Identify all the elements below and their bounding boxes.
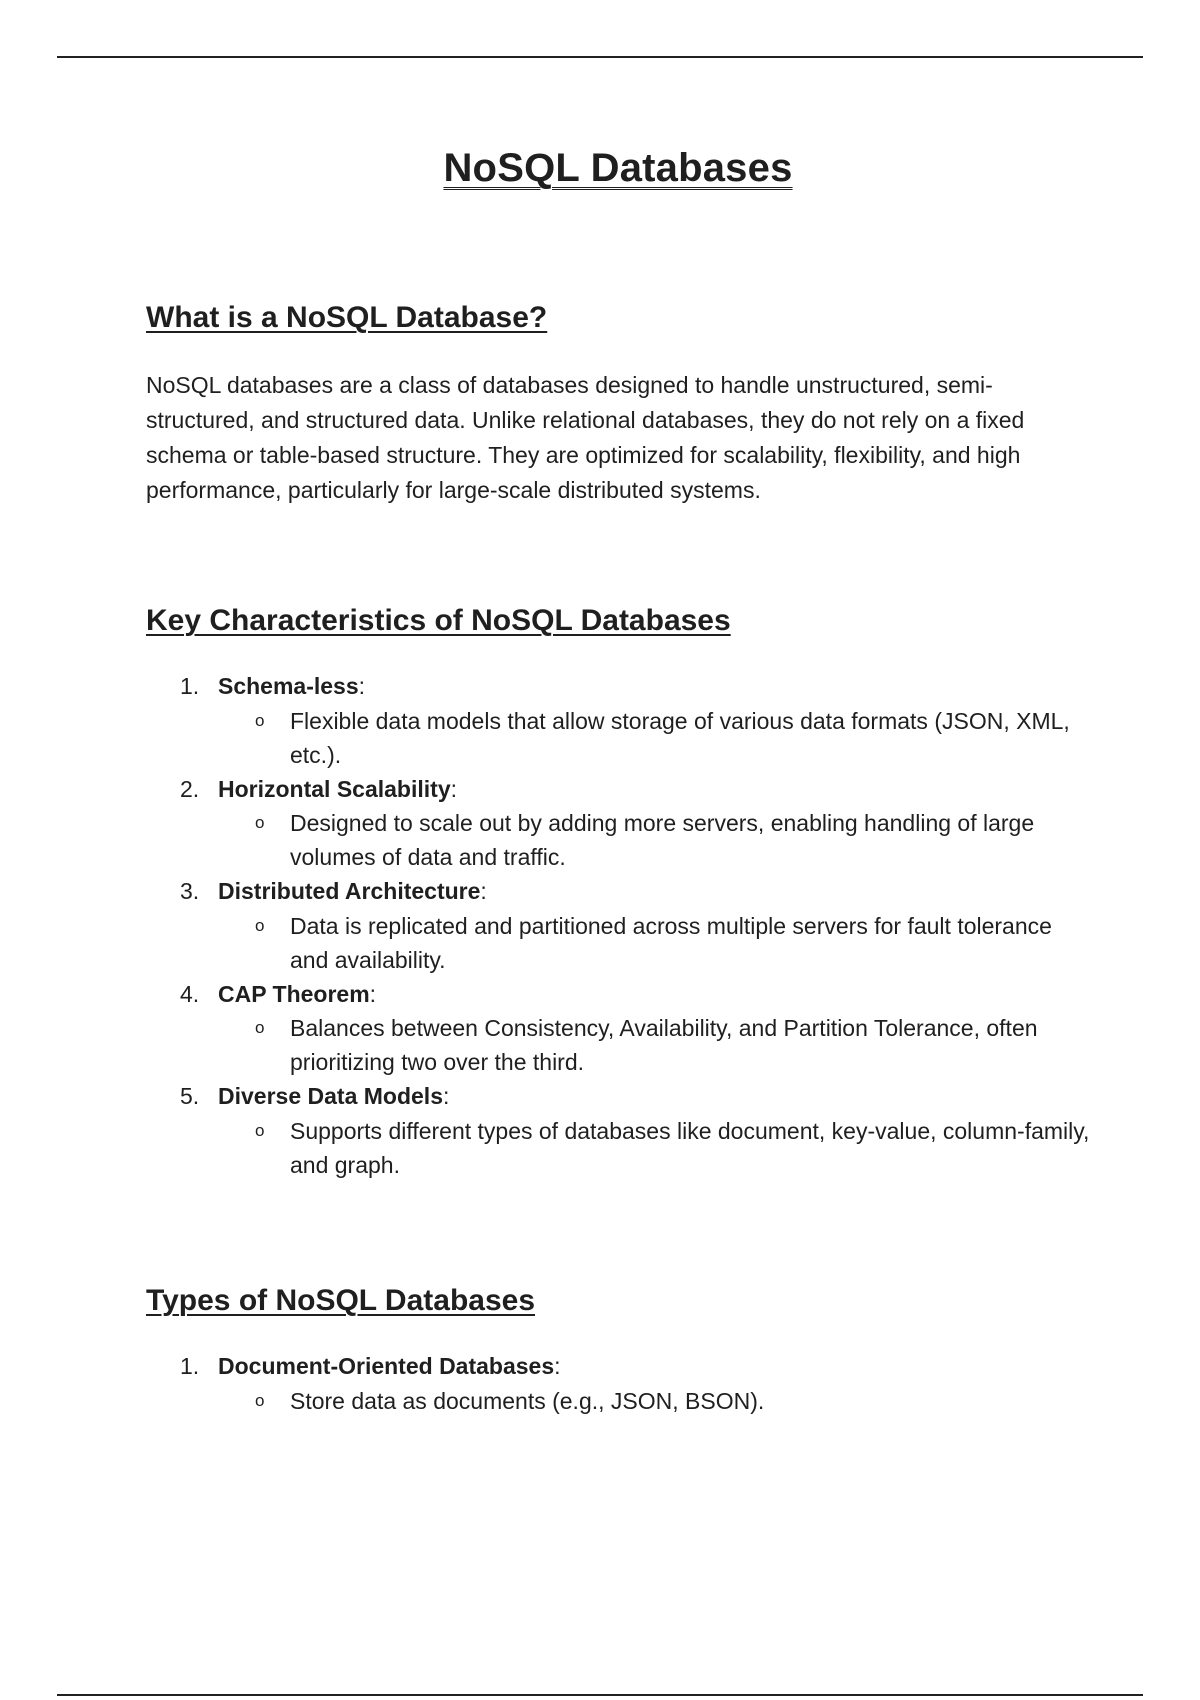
section-types-of-nosql	[146, 1283, 1106, 1418]
types-list	[146, 1349, 1106, 1418]
bullet-icon: o	[255, 1120, 265, 1140]
bullet-icon: o	[255, 813, 265, 832]
section-key-characteristics	[146, 603, 1106, 1182]
sub-item-text: Designed to scale out by adding more servers, enabling handling of large volumes of data and traffic.	[290, 810, 1035, 870]
list-item	[146, 977, 1106, 1080]
term-suffix: :	[554, 1353, 561, 1379]
sub-item-text: Balances between Consistency, Availability, and Partition Tolerance, often prioritizing two over the third.	[290, 1015, 1038, 1075]
bullet-icon: o	[255, 915, 265, 935]
sub-list	[218, 1011, 1106, 1079]
bullet-icon: o	[255, 1390, 265, 1410]
section-heading: What is a NoSQL Database?	[146, 301, 548, 334]
list-item	[146, 1079, 1106, 1182]
list-number: 1.	[180, 673, 200, 699]
term-suffix: :	[369, 980, 377, 1007]
section-heading: Types of NoSQL Databases	[146, 1284, 536, 1317]
sub-list-item	[218, 909, 1090, 977]
list-term: Schema-less	[218, 673, 359, 699]
term-suffix: :	[358, 673, 366, 699]
characteristics-list	[146, 669, 1106, 1182]
sub-item-text: Store data as documents (e.g., JSON, BSON).	[290, 1387, 765, 1414]
sub-list-item	[218, 806, 1090, 874]
sub-item-text: Data is replicated and partitioned across multiple servers for fault tolerance and availability.	[290, 912, 1052, 973]
sub-item-text: Flexible data models that allow storage of various data formats (JSON, XML, etc.).	[290, 707, 1070, 768]
sub-list-item	[218, 704, 1090, 772]
list-term: Document-Oriented Databases	[218, 1353, 555, 1379]
list-number: 2.	[180, 775, 200, 802]
list-number: 5.	[180, 1083, 200, 1109]
list-term: Horizontal Scalability	[218, 775, 451, 802]
list-item	[146, 1349, 1106, 1418]
document-title: NoSQL Databases	[443, 146, 793, 190]
sub-list	[218, 909, 1106, 977]
sub-item-text: Supports different types of databases like document, key-value, column-family, and graph.	[290, 1117, 1090, 1178]
section-what-is-nosql	[146, 300, 1106, 508]
sub-list	[218, 1384, 1106, 1418]
list-term: CAP Theorem	[218, 980, 370, 1007]
term-suffix: :	[480, 878, 487, 904]
bullet-icon: o	[255, 1018, 265, 1037]
term-suffix: :	[442, 1083, 450, 1109]
bullet-icon: o	[255, 710, 265, 730]
sub-list	[218, 806, 1106, 874]
top-rule	[57, 56, 1143, 58]
list-number: 4.	[180, 980, 200, 1007]
section-paragraph: NoSQL databases are a class of databases designed to handle unstructured, semi-structured, and structured data. Unlike relational databases, they do not rely on a fixed schema or table-based structure. They are optimized for scalability, flexibility, and high performance, particularly for large-scale distributed systems.	[146, 372, 1025, 503]
sub-list	[218, 704, 1106, 772]
list-number: 3.	[180, 878, 200, 904]
bottom-rule	[57, 1694, 1143, 1696]
list-term: Diverse Data Models	[218, 1083, 443, 1109]
list-item	[146, 669, 1106, 772]
sub-list-item	[218, 1384, 1090, 1418]
sub-list	[218, 1114, 1106, 1182]
term-suffix: :	[450, 775, 457, 802]
section-heading: Key Characteristics of NoSQL Databases	[146, 604, 731, 637]
sub-list-item	[218, 1114, 1090, 1182]
list-number: 1.	[180, 1353, 200, 1379]
list-item	[146, 874, 1106, 977]
sub-list-item	[218, 1011, 1090, 1079]
list-item	[146, 772, 1106, 875]
list-term: Distributed Architecture	[218, 878, 481, 904]
